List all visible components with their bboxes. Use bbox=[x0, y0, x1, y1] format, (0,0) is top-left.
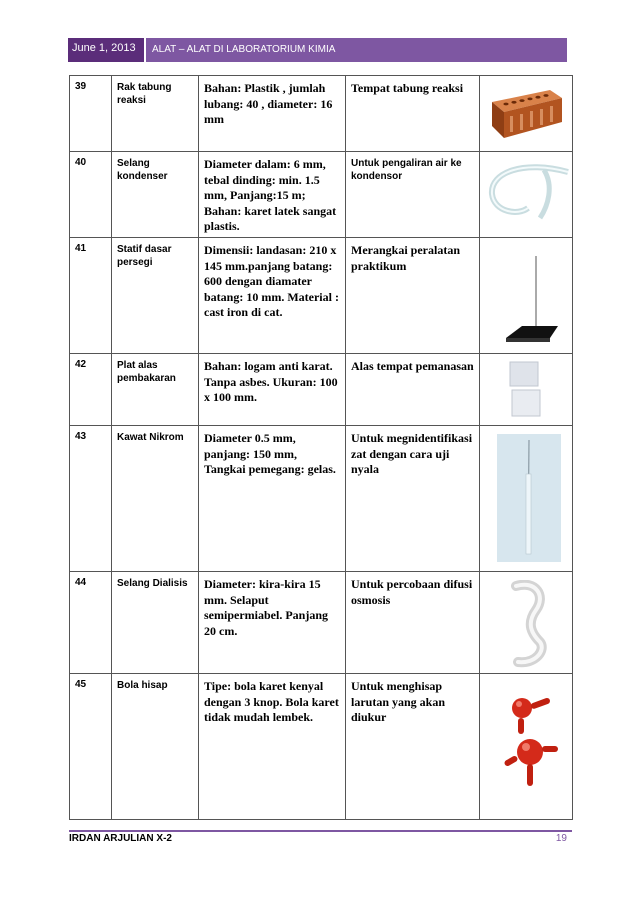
square-base-stand-image bbox=[480, 237, 573, 353]
header-title: ALAT – ALAT DI LABORATORIUM KIMIA bbox=[146, 38, 567, 62]
table-row bbox=[70, 152, 573, 238]
header-date: June 1, 2013 bbox=[68, 38, 144, 62]
item-name: Selang Dialisis bbox=[112, 571, 199, 673]
item-spec: Bahan: Plastik , jumlah lubang: 40 , diameter: 16 mm bbox=[199, 76, 346, 152]
row-number: 39 bbox=[70, 76, 112, 152]
item-name: Kawat Nikrom bbox=[112, 425, 199, 571]
item-function: Tempat tabung reaksi bbox=[346, 76, 480, 152]
equipment-table bbox=[69, 75, 573, 820]
dialysis-tubing-image bbox=[480, 571, 573, 673]
table-row bbox=[70, 353, 573, 425]
row-number: 45 bbox=[70, 673, 112, 819]
item-function: Untuk megnidentifikasi zat dengan cara uji nyala bbox=[346, 425, 480, 571]
table-row bbox=[70, 571, 573, 673]
table-row bbox=[70, 425, 573, 571]
item-name: Plat alas pembakaran bbox=[112, 353, 199, 425]
table-row bbox=[70, 237, 573, 353]
item-function: Merangkai peralatan praktikum bbox=[346, 237, 480, 353]
item-function: Alas tempat pemanasan bbox=[346, 353, 480, 425]
table-row bbox=[70, 673, 573, 819]
test-tube-rack-image bbox=[480, 76, 573, 152]
row-number: 43 bbox=[70, 425, 112, 571]
item-name: Statif dasar persegi bbox=[112, 237, 199, 353]
item-spec: Diameter dalam: 6 mm, tebal dinding: min. 1.5 mm, Panjang:15 m; Bahan: karet latek sangat plastis. bbox=[199, 152, 346, 238]
item-spec: Dimensii: landasan: 210 x 145 mm.panjang batang: 600 dengan diamater batang: 10 mm. Material : cast iron di cat. bbox=[199, 237, 346, 353]
row-number: 42 bbox=[70, 353, 112, 425]
item-name: Selang kondenser bbox=[112, 152, 199, 238]
item-spec: Tipe: bola karet kenyal dengan 3 knop. Bola karet tidak mudah lembek. bbox=[199, 673, 346, 819]
row-number: 44 bbox=[70, 571, 112, 673]
footer-author: IRDAN ARJULIAN X-2 bbox=[69, 833, 172, 844]
page-number: 19 bbox=[555, 833, 567, 844]
item-name: Bola hisap bbox=[112, 673, 199, 819]
row-number: 40 bbox=[70, 152, 112, 238]
item-name: Rak tabung reaksi bbox=[112, 76, 199, 152]
item-spec: Diameter: kira-kira 15 mm. Selaput semipermiabel. Panjang 20 cm. bbox=[199, 571, 346, 673]
nichrome-wire-image bbox=[480, 425, 573, 571]
suction-bulb-image bbox=[480, 673, 573, 819]
item-function: Untuk pengaliran air ke kondensor bbox=[346, 152, 480, 238]
table-row bbox=[70, 76, 573, 152]
item-spec: Bahan: logam anti karat. Tanpa asbes. Ukuran: 100 x 100 mm. bbox=[199, 353, 346, 425]
condenser-hose-image bbox=[480, 152, 573, 238]
item-spec: Diameter 0.5 mm, panjang: 150 mm, Tangkai pemegang: gelas. bbox=[199, 425, 346, 571]
row-number: 41 bbox=[70, 237, 112, 353]
item-function: Untuk menghisap larutan yang akan diukur bbox=[346, 673, 480, 819]
item-function: Untuk percobaan difusi osmosis bbox=[346, 571, 480, 673]
burner-plate-image bbox=[480, 353, 573, 425]
